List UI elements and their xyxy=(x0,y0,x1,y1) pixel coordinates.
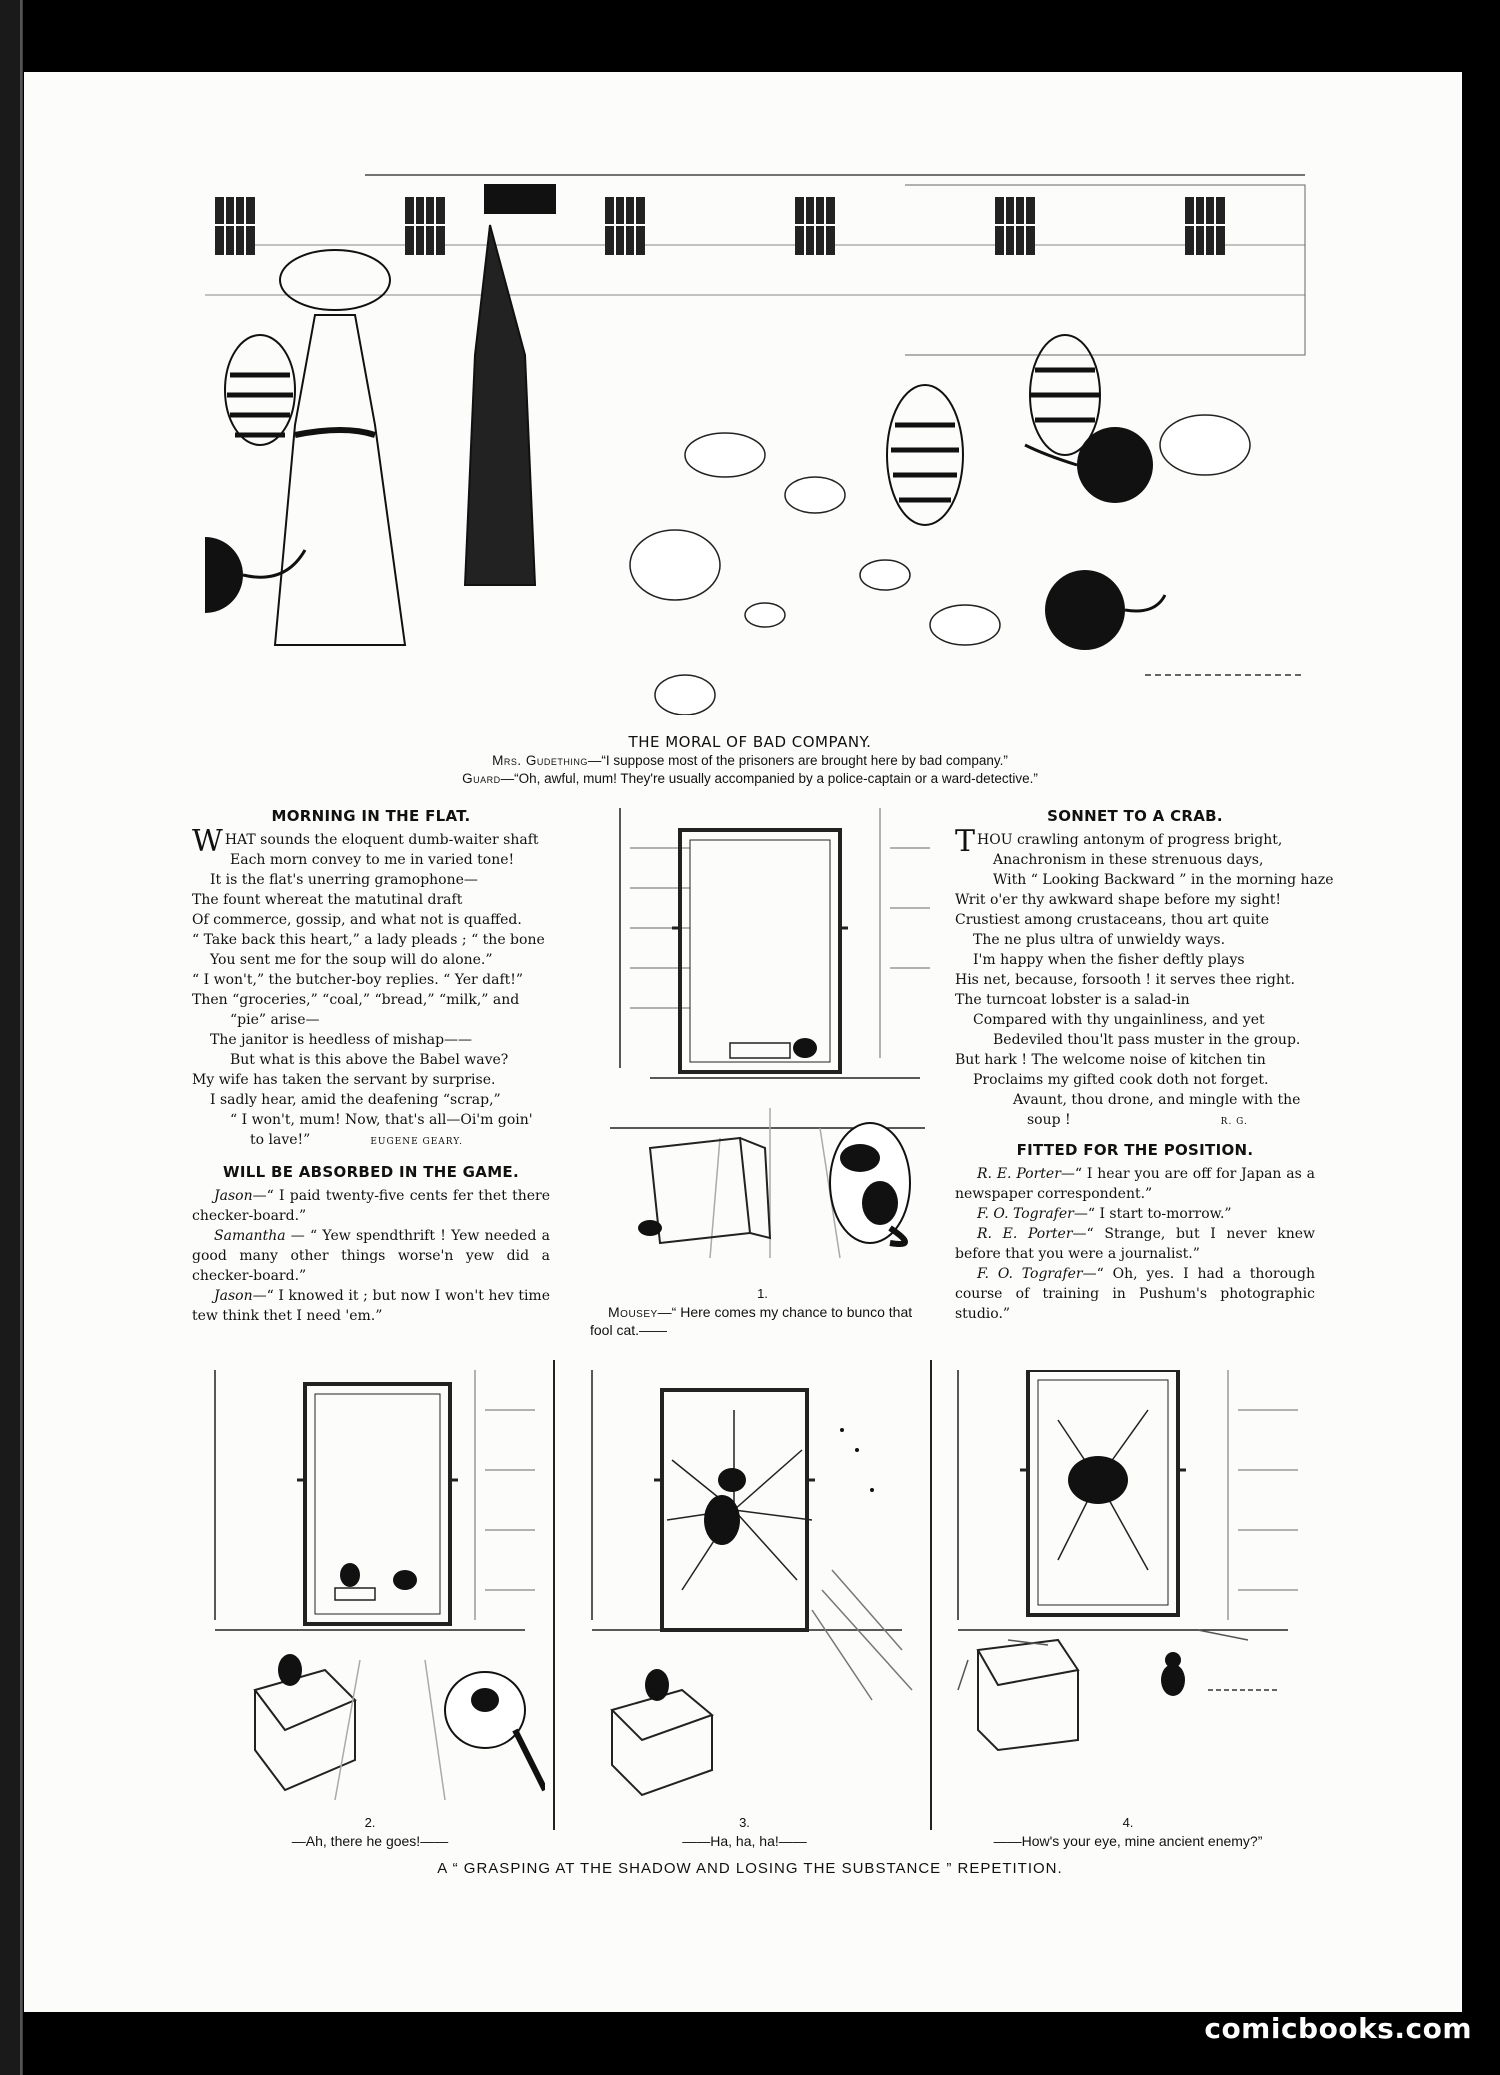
caption-text: —“I suppose most of the prisoners are brought here by bad company.” xyxy=(587,753,1008,768)
poem-line: I sadly hear, amid the deafening “scrap,” xyxy=(210,1092,501,1108)
panel-1-number: 1. xyxy=(757,1286,768,1301)
poem-line: Compared with thy ungainliness, and yet xyxy=(973,1012,1265,1028)
joke-will-be-absorbed xyxy=(192,1162,550,1326)
poem-title: SONNET TO A CRAB. xyxy=(1047,807,1223,825)
poem-line: Avaunt, thou drone, and mingle with the xyxy=(1013,1092,1301,1108)
poem-line: Bedeviled thou'lt pass muster in the group. xyxy=(993,1032,1301,1048)
poem-line: Writ o'er thy awkward shape before my sight! xyxy=(955,892,1282,908)
joke-title: WILL BE ABSORBED IN THE GAME. xyxy=(223,1163,519,1181)
poem-line: Anachronism in these strenuous days, xyxy=(993,852,1264,868)
poem-line: WHAT sounds the eloquent dumb-waiter shaft xyxy=(192,824,539,859)
poem-line: But what is this above the Babel wave? xyxy=(230,1052,509,1068)
drop-cap: W xyxy=(192,824,223,859)
caption-text: —“ Here comes my chance to bunco that fool cat.—— xyxy=(590,1304,913,1338)
panel-1-illustration xyxy=(590,808,935,1258)
poem-line: You sent me for the soup will do alone.” xyxy=(210,952,493,968)
cartoon-caption-line-1 xyxy=(0,753,1500,768)
poem-line: The ne plus ultra of unwieldy ways. xyxy=(973,932,1226,948)
poem-author: R. G. xyxy=(1220,1117,1248,1127)
poem-line: The turncoat lobster is a salad-in xyxy=(955,992,1190,1008)
poem-line: Each morn convey to me in varied tone! xyxy=(230,852,515,868)
panel-divider xyxy=(930,1360,932,1830)
poem-line: to lave!” EUGENE GEARY. xyxy=(250,1132,463,1148)
joke-paragraph: F. O. Tografer—“ Oh, yes. I had a thorough course of training in Pushum's photographic studio.” xyxy=(955,1266,1315,1322)
speaker-name: Guard xyxy=(462,771,501,786)
poem-sonnet-to-a-crab xyxy=(955,806,1334,1132)
panel-2-illustration xyxy=(195,1370,545,1800)
poem-line: The fount whereat the matutinal draft xyxy=(192,892,463,908)
cartoon-caption-line-2 xyxy=(0,771,1500,786)
poem-line: soup ! R. G. xyxy=(1027,1112,1248,1128)
speaker-name: Mousey xyxy=(608,1304,658,1320)
panel-4-illustration xyxy=(948,1370,1308,1800)
poem-line: “ I won't, mum! Now, that's all—Oi'm goin' xyxy=(230,1112,533,1128)
panel-1-caption xyxy=(590,1303,935,1339)
poem-line: But hark ! The welcome noise of kitchen tin xyxy=(955,1052,1266,1068)
joke-paragraph: Jason—“ I knowed it ; but now I won't hev time tew think thet I need 'em.” xyxy=(192,1288,550,1324)
panel-3-illustration xyxy=(572,1370,917,1800)
drop-cap: T xyxy=(955,824,976,859)
poem-line: I'm happy when the fisher deftly plays xyxy=(973,952,1245,968)
poem-morning-in-the-flat xyxy=(192,806,550,1152)
joke-paragraph: Samantha — “ Yew spendthrift ! Yew needed a good many other things worse'n yew did a checker-board.” xyxy=(192,1228,550,1284)
binding-edge-line xyxy=(20,0,23,2075)
poem-author: EUGENE GEARY. xyxy=(370,1137,463,1147)
panel-2-caption: —Ah, there he goes!—— xyxy=(291,1833,449,1849)
poem-line: THOU crawling antonym of progress bright, xyxy=(955,824,1283,859)
speaker-name: Mrs. Gudething xyxy=(492,753,588,768)
joke-fitted-for-the-position xyxy=(955,1140,1315,1324)
joke-title: FITTED FOR THE POSITION. xyxy=(1016,1141,1254,1159)
panel-2-number: 2. xyxy=(364,1815,376,1830)
joke-paragraph: R. E. Porter—“ Strange, but I never knew before that you were a journalist.” xyxy=(955,1226,1315,1262)
panel-4-caption: ——How's your eye, mine ancient enemy?” xyxy=(993,1833,1263,1849)
joke-paragraph: R. E. Porter—“ I hear you are off for Japan as a newspaper correspondent.” xyxy=(955,1166,1315,1202)
panel-3-number: 3. xyxy=(739,1815,750,1830)
poem-line: “ I won't,” the butcher-boy replies. “ Yer daft!” xyxy=(192,972,524,988)
joke-paragraph: F. O. Tografer—“ I start to-morrow.” xyxy=(977,1206,1232,1222)
poem-line: “pie” arise— xyxy=(230,1012,320,1028)
comic-series-title: A “ GRASPING AT THE SHADOW AND LOSING THE SUBSTANCE ” REPETITION. xyxy=(437,1860,1063,1877)
caption-text: —“Oh, awful, mum! They're usually accompanied by a police-captain or a ward-detective.” xyxy=(500,771,1038,786)
joke-paragraph: Jason—“ I paid twenty-five cents fer thet there checker-board.” xyxy=(192,1188,550,1224)
poem-line: “ Take back this heart,” a lady pleads ; “ the bone xyxy=(192,932,545,948)
poem-line: With “ Looking Backward ” in the morning haze xyxy=(993,872,1334,888)
panel-3-caption: ——Ha, ha, ha!—— xyxy=(682,1833,807,1849)
poem-line: Then “groceries,” “coal,” “bread,” “milk,” and xyxy=(192,992,520,1008)
poem-line: His net, because, forsooth ! it serves thee right. xyxy=(955,972,1295,988)
panel-4-number: 4. xyxy=(1122,1815,1134,1830)
poem-line: My wife has taken the servant by surprise. xyxy=(192,1072,496,1088)
poem-line: Of commerce, gossip, and what not is quaffed. xyxy=(192,912,522,928)
poem-line: It is the flat's unerring gramophone— xyxy=(210,872,478,888)
poem-line: Crustiest among crustaceans, thou art quite xyxy=(955,912,1270,928)
poem-title: MORNING IN THE FLAT. xyxy=(271,807,471,825)
cartoon-title: THE MORAL OF BAD COMPANY. xyxy=(628,733,872,751)
panel-divider xyxy=(553,1360,555,1830)
binding-edge xyxy=(0,0,22,2075)
prison-yard-cartoon xyxy=(205,155,1315,715)
site-watermark: comicbooks.com xyxy=(1204,2012,1472,2045)
poem-line: The janitor is heedless of mishap—— xyxy=(210,1032,473,1048)
poem-line: Proclaims my gifted cook doth not forget. xyxy=(973,1072,1269,1088)
